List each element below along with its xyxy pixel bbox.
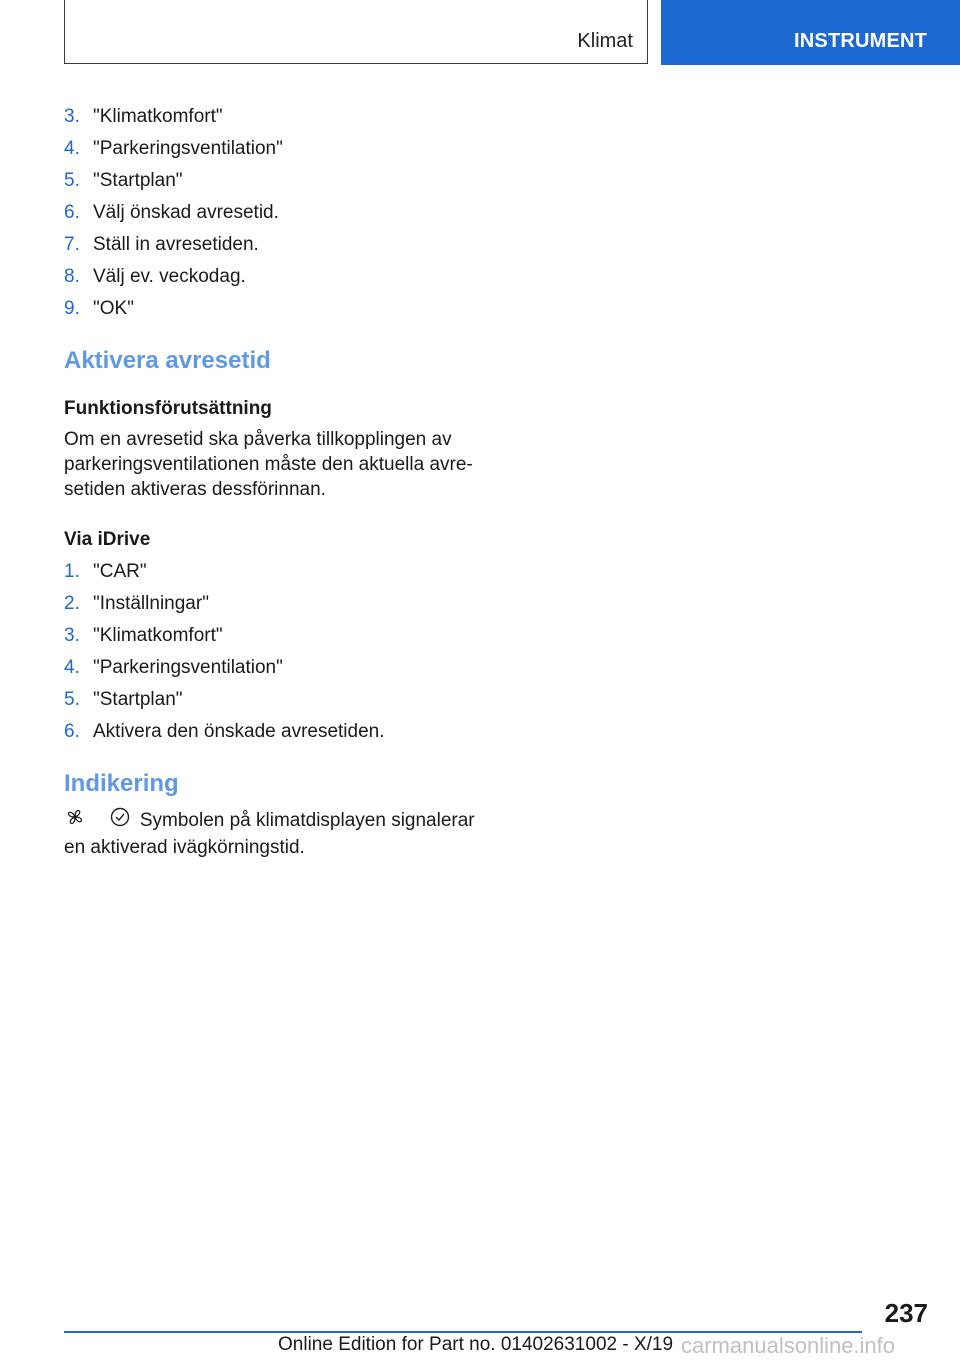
step-number: 5.: [64, 689, 80, 710]
steps-list-activate: [64, 559, 484, 751]
list-item: [64, 232, 484, 264]
step-text: "CAR": [93, 561, 147, 582]
indication-line-2: en aktiverad ivägkörningstid.: [64, 837, 305, 858]
list-item: [64, 559, 484, 591]
header-chapter-tab: [661, 0, 960, 65]
step-number: 6.: [64, 721, 80, 742]
page-number: 237: [884, 1298, 928, 1328]
step-text: "Klimatkomfort": [93, 625, 223, 646]
step-number: 8.: [64, 266, 80, 287]
step-text: "Startplan": [93, 170, 183, 191]
step-number: 3.: [64, 625, 80, 646]
step-text: "Klimatkomfort": [93, 106, 223, 127]
indication-line-1: Symbolen på klimatdisplayen signalerar: [139, 809, 475, 831]
step-number: 5.: [64, 170, 80, 191]
list-item: [64, 168, 484, 200]
footer-edition: Online Edition for Part no. 01402631002 - X/19: [278, 1334, 674, 1355]
step-number: 1.: [64, 561, 80, 582]
header-section-title: Klimat: [577, 30, 633, 52]
header-section-box: [64, 0, 648, 64]
step-number: 4.: [64, 657, 80, 678]
paragraph-line: parkeringsventilationen måste den aktuella avre-: [64, 454, 473, 475]
section-heading-activate: Aktivera avresetid: [64, 347, 271, 374]
step-text: "OK": [93, 298, 134, 319]
step-number: 4.: [64, 138, 80, 159]
list-item: [64, 591, 484, 623]
indication-paragraph: [64, 806, 484, 860]
step-text: Ställ in avresetiden.: [93, 234, 259, 255]
list-item: [64, 623, 484, 655]
step-text: "Inställningar": [93, 593, 209, 614]
step-text: "Parkeringsventilation": [93, 657, 283, 678]
clock-check-icon: [109, 806, 131, 835]
subheading-prerequisite: Funktionsförutsättning: [64, 398, 272, 419]
watermark: carmanualsonline.info: [681, 1333, 896, 1358]
list-item: [64, 296, 484, 328]
list-item: [64, 136, 484, 168]
section-heading-indication: Indikering: [64, 770, 179, 797]
step-text: "Parkeringsventilation": [93, 138, 283, 159]
step-number: 2.: [64, 593, 80, 614]
step-text: Välj önskad avresetid.: [93, 202, 279, 223]
list-item: [64, 719, 484, 751]
list-item: [64, 200, 484, 232]
paragraph-line: setiden aktiveras dessförinnan.: [64, 479, 326, 500]
header-chapter-title: INSTRUMENT: [794, 30, 928, 52]
prerequisite-paragraph: [64, 427, 484, 502]
step-number: 7.: [64, 234, 80, 255]
step-text: Välj ev. veckodag.: [93, 266, 246, 287]
list-item: [64, 655, 484, 687]
list-item: [64, 687, 484, 719]
step-text: "Startplan": [93, 689, 183, 710]
list-item: [64, 264, 484, 296]
page-content: [64, 104, 484, 860]
step-number: 6.: [64, 202, 80, 223]
subheading-via-idrive: Via iDrive: [64, 529, 151, 550]
steps-list-continued: [64, 104, 484, 328]
paragraph-line: Om en avresetid ska påverka tillkopplingen av: [64, 429, 452, 450]
fan-icon: [64, 806, 86, 835]
step-text: Aktivera den önskade avresetiden.: [93, 721, 385, 742]
step-number: 3.: [64, 106, 80, 127]
step-number: 9.: [64, 298, 80, 319]
list-item: [64, 104, 484, 136]
